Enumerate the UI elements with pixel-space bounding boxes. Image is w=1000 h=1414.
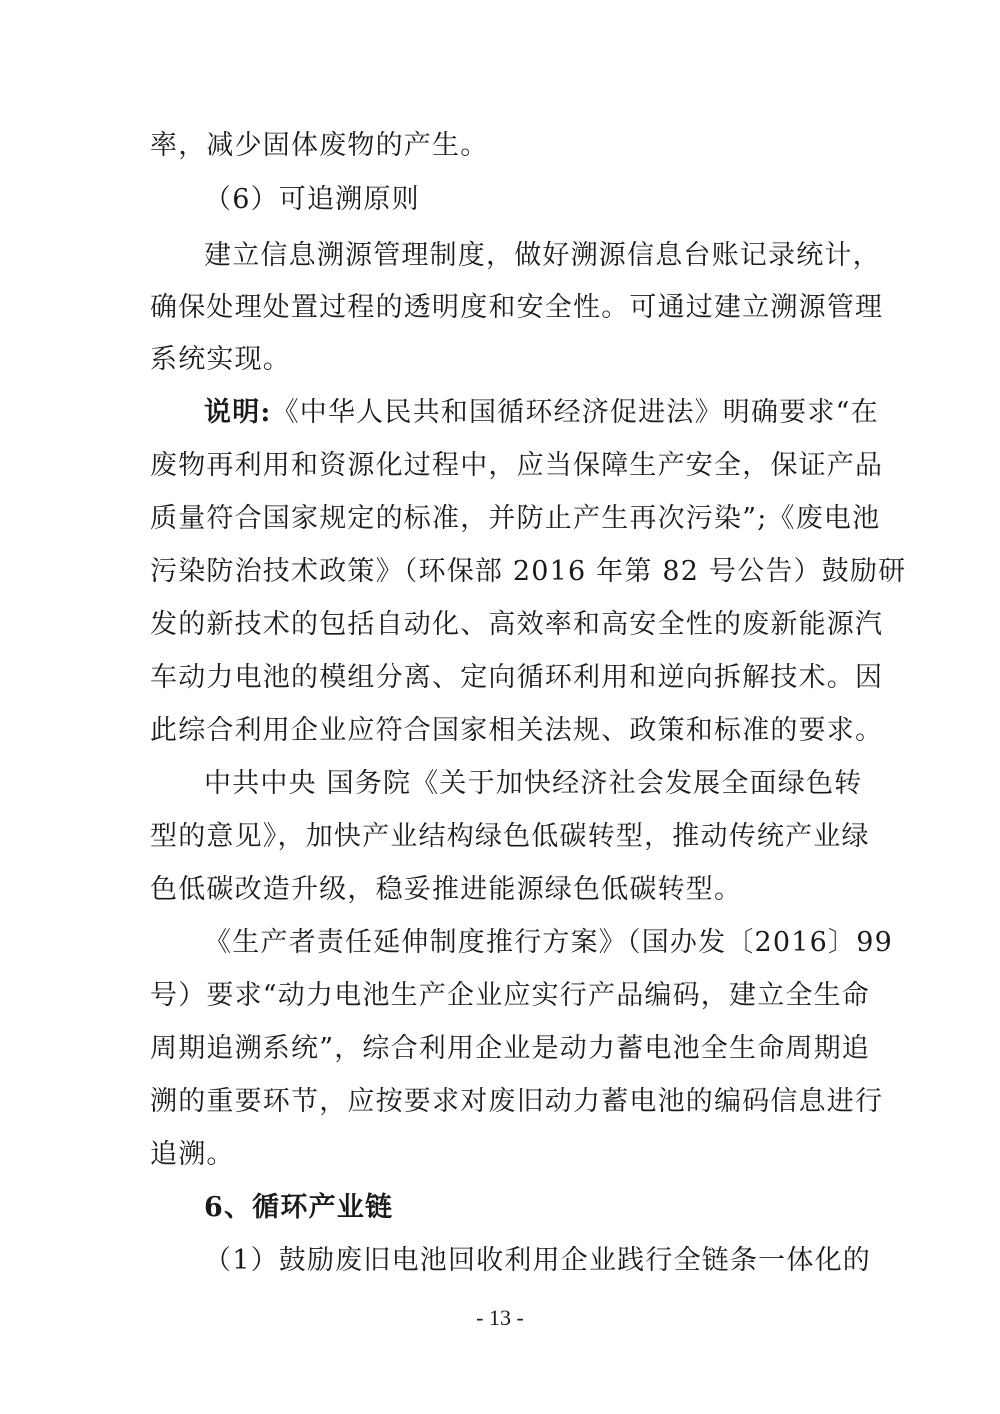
body-line: 《生产者责任延伸制度推行方案》（国办发〔2016〕99 [204, 927, 893, 958]
section-heading: 6、循环产业链 [204, 1192, 394, 1223]
body-line: 率，减少固体废物的产生。 [150, 130, 489, 161]
body-line: 色低碳改造升级，稳妥推进能源绿色低碳转型。 [150, 874, 743, 905]
body-line: 质量符合国家规定的标准，并防止产生再次污染”;《废电池 [150, 503, 881, 534]
body-line: 废物再利用和资源化过程中，应当保障生产安全，保证产品 [150, 450, 884, 481]
body-line: 追溯。 [150, 1139, 235, 1170]
page-number: - 13 - [476, 1305, 524, 1330]
body-line: 型的意见》，加快产业结构绿色低碳转型，推动传统产业绿 [150, 821, 870, 852]
body-line: 发的新技术的包括自动化、高效率和高安全性的废新能源汽 [150, 609, 884, 640]
body-line: 号）要求“动力电池生产企业应实行产品编码，建立全生命 [150, 980, 871, 1011]
body-line: 溯的重要环节，应按要求对废旧动力蓄电池的编码信息进行 [150, 1086, 884, 1117]
explanation-line [204, 397, 879, 429]
body-line: 建立信息溯源管理制度，做好溯源信息台账记录统计， [204, 240, 881, 271]
body-line: （1）鼓励废旧电池回收利用企业践行全链条一体化的 [204, 1245, 871, 1276]
body-line: 污染防治技术政策》（环保部 2016 年第 82 号公告）鼓励研 [150, 556, 907, 587]
explanation-text: 《中华人民共和国循环经济促进法》明确要求“在 [271, 397, 879, 428]
body-line: 确保处理处置过程的透明度和安全性。可通过建立溯源管理 [150, 292, 884, 323]
body-line: 系统实现。 [150, 344, 291, 375]
body-line: 中共中央 国务院《关于加快经济社会发展全面绿色转 [204, 768, 863, 799]
body-line: 此综合利用企业应符合国家相关法规、政策和标准的要求。 [150, 715, 884, 746]
body-line: 周期追溯系统”，综合利用企业是动力蓄电池全生命周期追 [150, 1033, 871, 1064]
body-line: 车动力电池的模组分离、定向循环利用和逆向拆解技术。因 [150, 662, 884, 693]
explanation-label: 说明: [204, 397, 272, 428]
section-heading: （6）可追溯原则 [204, 184, 420, 215]
